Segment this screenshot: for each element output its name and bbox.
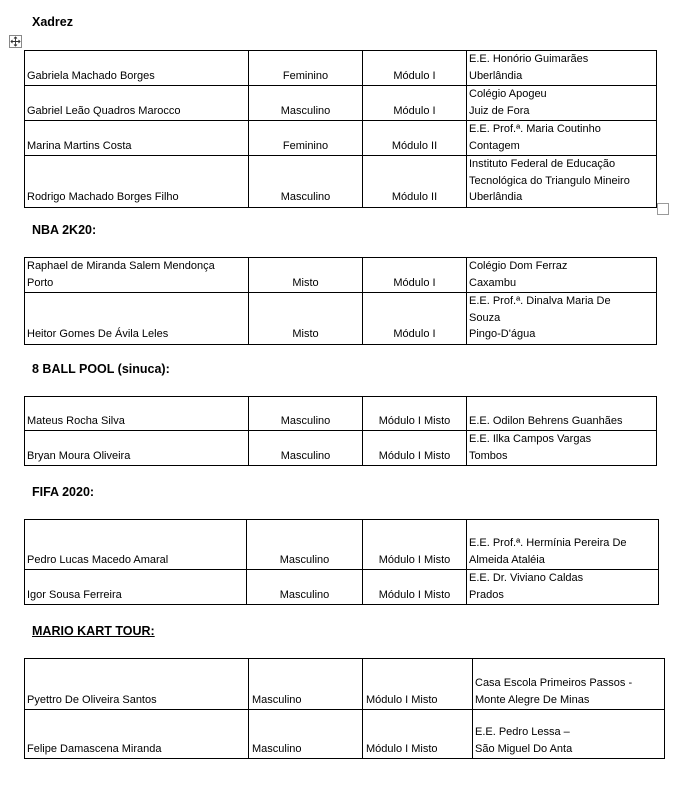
participant-name: Pedro Lucas Macedo Amaral <box>25 520 247 570</box>
participant-name: Marina Martins Costa <box>25 121 249 156</box>
participant-module: Módulo I Misto <box>363 397 467 431</box>
participant-module: Módulo I <box>363 51 467 86</box>
participant-school: E.E. Pedro Lessa – São Miguel Do Anta <box>473 710 665 759</box>
participant-school: E.E. Ilka Campos Vargas Tombos <box>467 431 657 466</box>
table-row <box>25 121 657 156</box>
participant-name: Raphael de Miranda Salem Mendonça Porto <box>25 258 249 293</box>
participant-school: Instituto Federal de Educação Tecnológica do Triangulo Mineiro Uberlândia <box>467 156 657 208</box>
participant-gender: Masculino <box>249 710 363 759</box>
participant-name: Pyettro De Oliveira Santos <box>25 659 249 710</box>
participant-school: E.E. Prof.ª. Maria Coutinho Contagem <box>467 121 657 156</box>
participant-name: Felipe Damascena Miranda <box>25 710 249 759</box>
participant-school: Colégio Apogeu Juiz de Fora <box>467 86 657 121</box>
table-nba-2k20 <box>24 257 657 345</box>
section-title-fifa-2020: FIFA 2020: <box>32 485 95 499</box>
section-title-nba-2k20: NBA 2K20: <box>32 223 97 237</box>
participant-module: Módulo I Misto <box>363 710 473 759</box>
table-resize-handle[interactable] <box>657 203 669 215</box>
section-title-xadrez: Xadrez <box>32 15 73 29</box>
participant-gender: Feminino <box>249 121 363 156</box>
participant-module: Módulo I <box>363 86 467 121</box>
participant-gender: Masculino <box>249 659 363 710</box>
table-row <box>25 156 657 208</box>
section-title-mario-kart-tour: MARIO KART TOUR: <box>32 624 155 638</box>
table-row <box>25 710 665 759</box>
table-row <box>25 659 665 710</box>
participant-school: E.E. Dr. Viviano Caldas Prados <box>467 570 659 605</box>
participant-name: Heitor Gomes De Ávila Leles <box>25 293 249 345</box>
participant-module: Módulo I <box>363 258 467 293</box>
table-row <box>25 431 657 466</box>
table-move-handle-icon[interactable] <box>9 35 22 48</box>
participant-gender: Masculino <box>249 86 363 121</box>
table-xadrez <box>24 50 657 208</box>
table-row <box>25 258 657 293</box>
table-fifa-2020 <box>24 519 659 605</box>
table-row <box>25 397 657 431</box>
participant-name: Mateus Rocha Silva <box>25 397 249 431</box>
participant-gender: Masculino <box>249 397 363 431</box>
participant-school: Colégio Dom Ferraz Caxambu <box>467 258 657 293</box>
participant-school: E.E. Prof.ª. Dinalva Maria De Souza Pingo-D'água <box>467 293 657 345</box>
participant-name: Gabriela Machado Borges <box>25 51 249 86</box>
participant-name: Igor Sousa Ferreira <box>25 570 247 605</box>
table-mario-kart-tour <box>24 658 665 759</box>
table-8-ball-pool <box>24 396 657 466</box>
participant-name: Rodrigo Machado Borges Filho <box>25 156 249 208</box>
table-row <box>25 293 657 345</box>
participant-school: E.E. Honório Guimarães Uberlândia <box>467 51 657 86</box>
participant-module: Módulo I Misto <box>363 659 473 710</box>
participant-school: Casa Escola Primeiros Passos - Monte Alegre De Minas <box>473 659 665 710</box>
participant-module: Módulo I <box>363 293 467 345</box>
participant-module: Módulo I Misto <box>363 520 467 570</box>
table-row <box>25 86 657 121</box>
section-title-8-ball-pool: 8 BALL POOL (sinuca): <box>32 362 170 376</box>
participant-gender: Masculino <box>249 156 363 208</box>
table-row <box>25 570 659 605</box>
participant-module: Módulo I Misto <box>363 570 467 605</box>
participant-gender: Masculino <box>247 570 363 605</box>
participant-name: Bryan Moura Oliveira <box>25 431 249 466</box>
participant-module: Módulo II <box>363 156 467 208</box>
participant-gender: Misto <box>249 293 363 345</box>
participant-school: E.E. Odilon Behrens Guanhães <box>467 397 657 431</box>
participant-name: Gabriel Leão Quadros Marocco <box>25 86 249 121</box>
participant-gender: Feminino <box>249 51 363 86</box>
participant-gender: Misto <box>249 258 363 293</box>
participant-school: E.E. Prof.ª. Hermínia Pereira De Almeida Ataléia <box>467 520 659 570</box>
table-row <box>25 520 659 570</box>
participant-module: Módulo II <box>363 121 467 156</box>
participant-module: Módulo I Misto <box>363 431 467 466</box>
table-row <box>25 51 657 86</box>
participant-gender: Masculino <box>249 431 363 466</box>
participant-gender: Masculino <box>247 520 363 570</box>
